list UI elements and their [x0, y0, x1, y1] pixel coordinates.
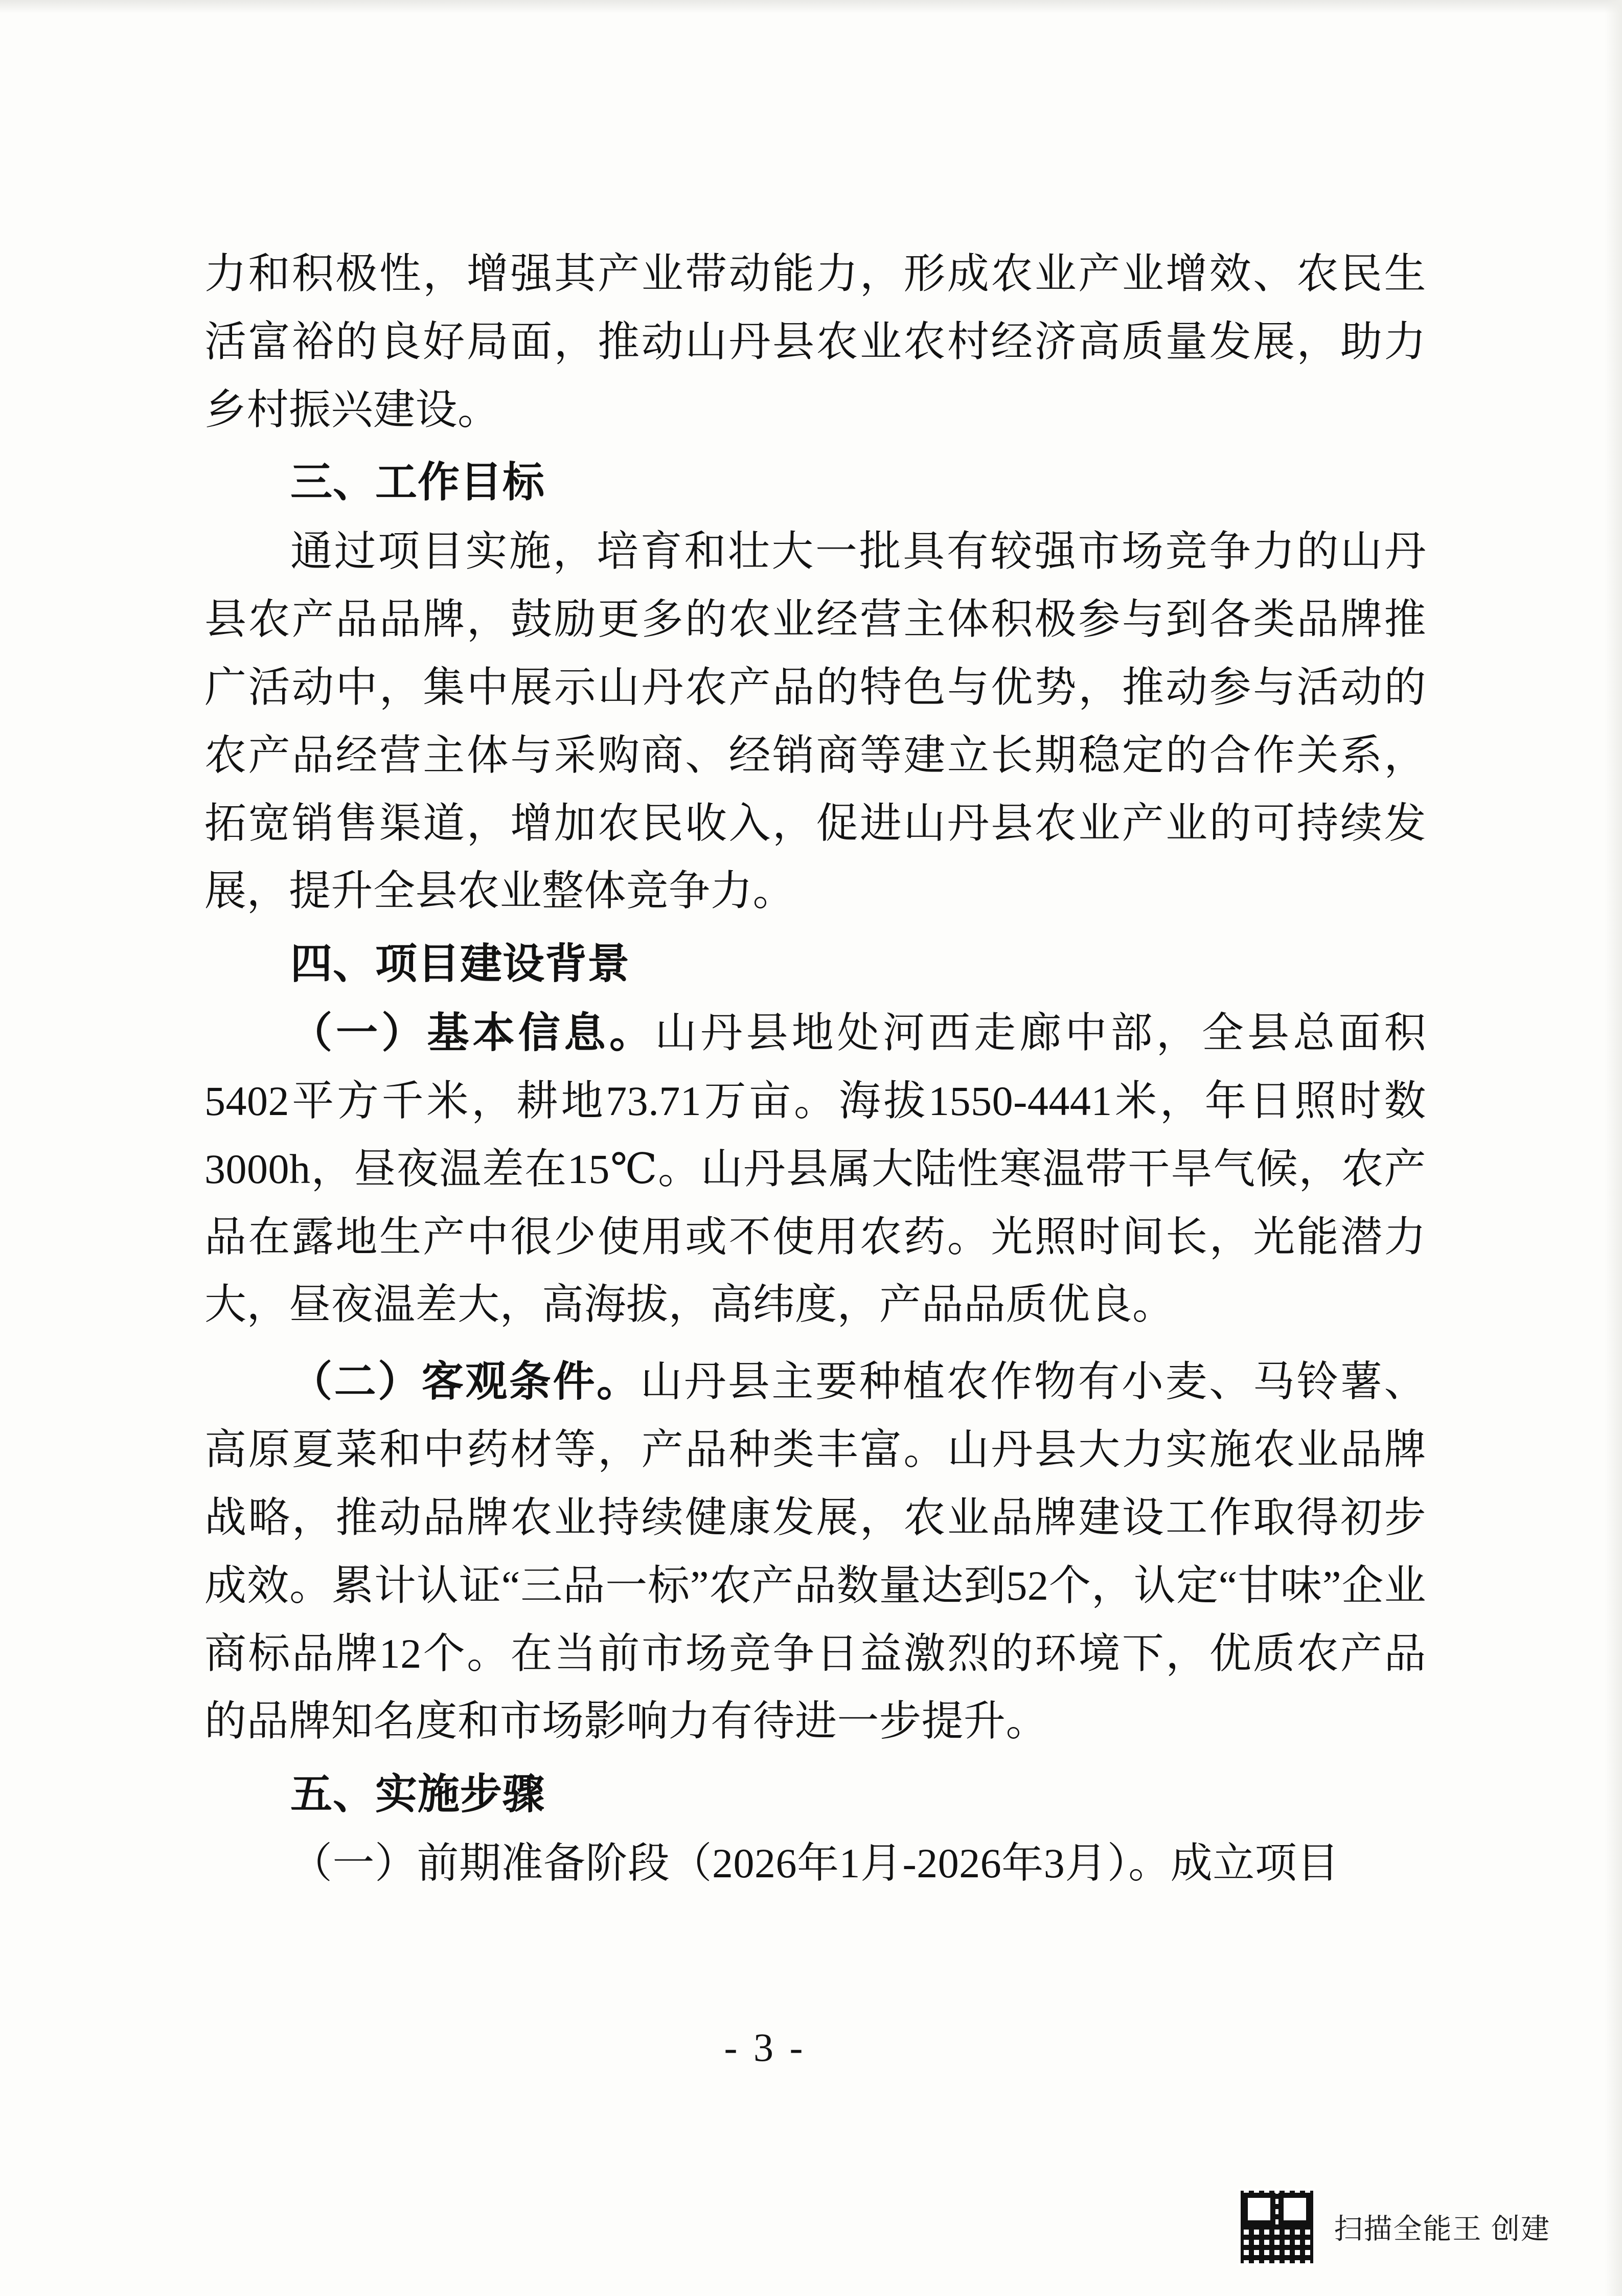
paragraph-continuation: 力和积极性，增强其产业带动能力，形成农业产业增效、农民生活富裕的良好局面，推动山丹县农业农村经济高质量发展，助力乡村振兴建设。 — [204, 251, 1426, 433]
scanner-watermark — [1239, 2189, 1550, 2265]
section-heading-work-goals: 三、工作目标 — [290, 459, 545, 506]
paragraph-preparation-phase: （一）前期准备阶段（2026年1月-2026年3月）。成立项目 — [290, 1840, 1339, 1887]
paragraph-basic-info-text: 山丹县地处河西走廊中部，全县总面积5402平方千米，耕地73.71万亩。海拔1550-4441米，年日照时数3000h，昼夜温差在15℃。山丹县属大陆性寒温带干旱气候，农产品在露地生产中很少使用或不使用农药。光照时间长，光能潜力大，昼夜温差大，高海拔，高纬度，产品品质优良。 — [204, 1010, 1426, 1328]
paragraph-work-goals: 通过项目实施，培育和壮大一批具有较强市场竞争力的山丹县农产品品牌，鼓励更多的农业经营主体积极参与到各类品牌推广活动中，集中展示山丹农产品的特色与优势，推动参与活动的农产品经营主体与采购商、经销商等建立长期稳定的合作关系，拓宽销售渠道，增加农民收入，促进山丹县农业产业的可持续发展，提升全县农业整体竞争力。 — [204, 528, 1426, 915]
subsection-label-objective-conditions: （二）客观条件。 — [290, 1358, 641, 1405]
paragraph-basic-info — [204, 999, 1426, 1339]
spacer — [204, 1341, 1426, 1348]
section-heading-implementation-steps: 五、实施步骤 — [290, 1771, 545, 1818]
qr-code-icon — [1239, 2189, 1315, 2265]
scanner-watermark-label: 扫描全能王 创建 — [1334, 2213, 1550, 2245]
section-heading-project-background: 四、项目建设背景 — [290, 941, 630, 988]
page-number: - 3 - — [724, 2025, 806, 2070]
document-body — [204, 240, 1426, 1900]
paragraph-objective-conditions — [204, 1348, 1426, 1756]
paragraph-objective-conditions-text: 山丹县主要种植农作物有小麦、马铃薯、高原夏菜和中药材等，产品种类丰富。山丹县大力实施农业品牌战略，推动品牌农业持续健康发展，农业品牌建设工作取得初步成效。累计认证“三品一标”农产品数量达到52个，认定“甘味”企业商标品牌12个。在当前市场竞争日益激烈的环境下，优质农产品的品牌知名度和市场影响力有待进一步提升。 — [204, 1358, 1426, 1745]
subsection-label-basic-info: （一）基本信息。 — [290, 1010, 655, 1057]
